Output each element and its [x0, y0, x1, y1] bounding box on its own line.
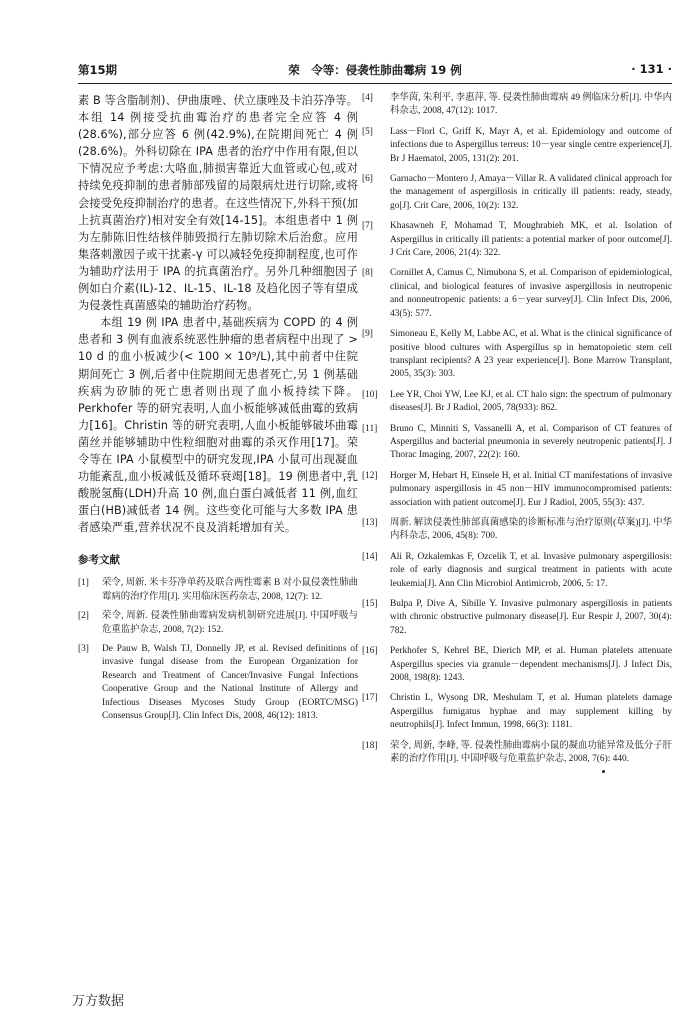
reference-number: [17]: [362, 693, 378, 704]
reference-number: [10]: [362, 389, 378, 400]
reference-text: 周新. 解读侵袭性肺部真菌感染的诊断标准与治疗原则(草案)[J]. 中华内科杂志, 2006, 45(8): 700.: [390, 517, 672, 542]
body-paragraph: 素 B 等含脂制剂)、伊曲康唑、伏立康唑及卡泊芬净等。本组 14 例接受抗曲霉治疗的患者完全应答 4 例(28.6%),部分应答 6 例(42.9%),在院期间死亡 4 例(28.6%)。外科切除在 IPA 患者的治疗中作用有限,但以下情况应予考虑:大咯血,肺损害靠近大血管或心包,或对持续免疫抑制的患者肺部残留的局限病灶进行切除,或将会接受免疫抑制治疗的患者。在这些情况下,外科干预(加上抗真菌治疗)相对安全有效[14-15]。本组患者中 1 例为左肺陈旧性结核伴肺毁损行左肺切除术后治愈。应用集落刺激因子或干扰素-γ 可以减轻免疫抑制程度,也可作为辅助疗法用于 IPA 的抗真菌治疗。另外几种细胞因子例如白介素(IL)-12、IL-15、IL-18 及趋化因子等有望成为侵袭性真菌感染的辅助治疗药物。: [78, 94, 358, 313]
reference-number: [8]: [362, 268, 373, 279]
reference-item: [362, 645, 672, 685]
header-rule: [78, 83, 672, 84]
reference-item: [362, 220, 672, 260]
reference-number: [13]: [362, 517, 378, 528]
reference-number: [7]: [362, 221, 373, 232]
running-title: 荣 令等：侵袭性肺曲霉病 19 例: [288, 63, 462, 77]
reference-text: Bulpa P, Dive A, Sibille Y. Invasive pulmonary aspergillosis in patients with chronic obstructive pulmonary disease[J]. Eur Respir J, 2007, 30(4): 782.: [390, 599, 672, 636]
reference-item: [362, 267, 672, 321]
right-column: [362, 92, 672, 773]
reference-item: [362, 173, 672, 213]
reference-number: [16]: [362, 646, 378, 657]
reference-text: Khasawneh F, Mohamad T, Moughrabieh MK, et al. Isolation of Aspergillus in critically ill patients: a potential marker of poor outcome[J]. J Crit Care, 2006, 21(4): 322.: [390, 221, 672, 259]
reference-list-left: [78, 577, 358, 723]
reference-number: [6]: [362, 174, 373, 185]
reference-text: Bruno C, Minniti S, Vassanelli A, et al. Comparison of CT features of Aspergillus and bacterial pneumonia in severely neutropenic patients[J]. J Thorac Imaging, 2007, 22(2): 160.: [390, 423, 672, 461]
reference-item: [362, 470, 672, 510]
reference-item: [362, 517, 672, 544]
reference-number: [9]: [362, 329, 373, 340]
left-column: [78, 92, 358, 730]
watermark-text: 万方数据: [72, 994, 125, 1009]
reference-text: Lass－Florl C, Griff K, Mayr A, et al. Epidemiology and outcome of infections due to Aspergillus terreus: 10－year single centre experience[J]. Br J Haematol, 2005, 131(2): 201.: [390, 126, 672, 164]
reference-text: Cornillet A, Camus C, Nimubona S, et al. Comparison of epidemiological, clinical, and biological features of invasive aspergillosis in neutropenic and nonneutropenic patients: a 6－year survey[J]. Clin Infect Dis, 2006, 43(5): 577.: [390, 268, 672, 319]
reference-number: [15]: [362, 599, 378, 609]
reference-text: Christin L, Wysong DR, Meshulam T, et al. Human platelets damage Aspergillus fumigatus hyphae and may supplement killing by neutrophils[J]. Infect Immun, 1998, 66(3): 1181.: [390, 693, 672, 731]
page-header: [78, 62, 672, 80]
reference-number: [18]: [362, 740, 378, 751]
reference-number: [5]: [362, 126, 373, 137]
reference-item: [362, 92, 672, 119]
body-paragraph: 本组 19 例 IPA 患者中,基础疾病为 COPD 的 4 例患者和 3 例有血液系统恶性肿瘤的患者病程中出现了 > 10 d 的血小板减少(< 100 × 10⁹/L),其中前者中住院期间死亡 3 例,后者中住院期间无患者死亡,另 1 例基础疾病为矽肺的死亡患者则出现了血小板持续下降。Perkhofer 等的研究表明,人血小板能够减低曲霉的致病力[16]。Christin 等的研究表明,人血小板能够破坏曲霉菌丝并能够辅助中性粒细胞对曲霉的杀灭作用[17]。荣令等在 IPA 小鼠模型中的研究发现,IPA 小鼠可出现凝血功能紊乱,血小板减低及循环衰竭[18]。19 例患者中,乳酸脱氢酶(LDH)升高 10 例,血白蛋白减低者 11 例,血红蛋白(HB)减低者 14 例。这些变化可能与大多数 IPA 患者感染严重,营养状况不良及消耗增加有关。: [78, 316, 358, 535]
reference-item: [362, 389, 672, 416]
reference-item: [78, 643, 358, 723]
reference-text: 荣令, 周新, 李峰, 等. 侵袭性肺曲霉病小鼠的凝血功能异常及低分子肝素的治疗作用[J]. 中国呼吸与危重监护杂志, 2008, 7(6): 440.: [390, 740, 672, 765]
reference-item: [362, 740, 672, 767]
reference-number: [1]: [78, 578, 89, 589]
reference-item: [362, 328, 672, 382]
reference-text: Ali R, Ozkalemkas F, Ozcelik T, et al. Invasive pulmonary aspergillosis: role of early diagnosis and surgical treatment in patients with acute leukemia[J]. Ann Clin Microbiol Antimicrob, 2006, 5: 17.: [390, 551, 672, 589]
reference-number: [4]: [362, 93, 373, 103]
reference-item: [362, 692, 672, 732]
reference-text: 荣令, 周新. 米卡芬净单药及联合两性霉素 B 对小鼠侵袭性肺曲霉病的治疗作用[J]. 实用临床医药杂志, 2008, 12(7): 12.: [102, 578, 358, 602]
reference-text: 荣令, 周新. 侵袭性肺曲霉病发病机制研究进展[J]. 中国呼吸与危重监护杂志, 2008, 7(2): 152.: [102, 611, 358, 635]
reference-number: [12]: [362, 470, 378, 481]
reference-item: [362, 551, 672, 591]
reference-text: De Pauw B, Walsh TJ, Donnelly JP, et al. Revised definitions of invasive fungal disease from the European Organization for Research and Treatment of Cancer/Invasive Fungal Infections Cooperative Group and the National Institute of Allergy and Infectious Diseases Mycoses Study Group (EORTC/MSG) Consensus Group[J]. Clin Infect Dis, 2008, 46(12): 1813.: [102, 644, 358, 722]
print-speck: [602, 770, 605, 773]
reference-list-right: [362, 92, 672, 766]
reference-item: [362, 423, 672, 463]
reference-number: [11]: [362, 423, 378, 434]
reference-item: [362, 126, 672, 166]
reference-number: [2]: [78, 611, 89, 622]
references-heading: 参考文献: [78, 554, 120, 567]
reference-item: [78, 577, 358, 604]
reference-text: Garnacho－Montero J, Amaya－Villar R. A validated clinical approach for the management of aspergillosis in critically ill patients: ready, steady, go[J]. Crit Care, 2006, 10(2): 132.: [390, 174, 672, 211]
reference-text: Horger M, Hebart H, Einsele H, et al. Initial CT manifestations of invasive pulmonary aspergillosis in 45 non－HIV immunocompromised patients: association with patient outcome[J]. Eur J Radiol, 2005, 55(3): 437.: [390, 470, 672, 508]
reference-text: 李华茵, 朱利平, 李惠萍, 等. 侵袭性肺曲霉病 49 例临床分析[J]. 中华内科杂志, 2008, 47(12): 1017.: [390, 93, 672, 117]
reference-text: Perkhofer S, Kehrel BE, Dierich MP, et al. Human platelets attenuate Aspergillus species via granule－dependent mechanisms[J]. J Infect Dis, 2008, 198(8): 1243.: [390, 646, 672, 684]
reference-number: [14]: [362, 551, 378, 562]
reference-item: [362, 598, 672, 638]
reference-number: [3]: [78, 644, 89, 655]
journal-issue: 第15期: [78, 63, 118, 77]
page-number: · 131 ·: [631, 62, 672, 76]
reference-item: [78, 610, 358, 637]
reference-text: Simoneau E, Kelly M, Labbe AC, et al. What is the clinical significance of positive blood cultures with Aspergillus sp in hematopoietic stem cell transplant recipients? A 23 year experience[J]. Bone Marrow Transplant, 2005, 35(3): 303.: [390, 329, 672, 380]
reference-text: Lee YR, Choi YW, Lee KJ, et al. CT halo sign: the spectrum of pulmonary diseases[J]. Br J Radiol, 2005, 78(933): 862.: [390, 389, 672, 414]
